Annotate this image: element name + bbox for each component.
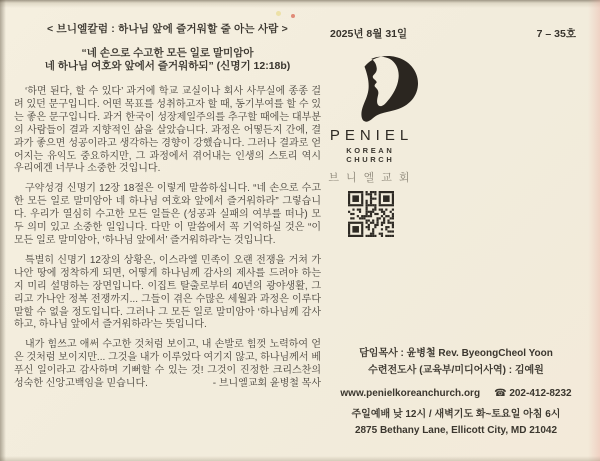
phone-icon: ☎ xyxy=(494,388,507,399)
column-article xyxy=(14,21,321,398)
paragraph-4-text: 내가 힘쓰고 애써 수고한 것처럼 보이고, 내 손발로 힘껏 노력하여 얻은 것처럼 보이지만... 그것을 내가 이루었다 여기지 않고, 하나님께서 베푸신 일이라고 감사하며 기뻐할 수 있는 것! 그것이 진정한 크리스찬의 성숙한 신앙고백임을 믿습니다. xyxy=(14,339,321,390)
paragraph-1: ‘하면 된다, 할 수 있다’ 과거에 학교 교실이나 회사 사무실에 종종 걸려 있던 문구입니다. 어떤 목표를 성취하고자 할 때, 동기부여를 할 수 있는 좋은 문구입니다. 과거 한국이 성장제일주의를 추구할 때에는 대부분의 사람들이 결과 지향적인 삶을 살았습니다. 과정은 어떻든지 간에, 결과가 좋으면 성공이라고 생각하는 경향이 강했습니다. 그러나 결과로 얻어지는 유익도 중요하지만, 그 과정에서 겪어내는 인생의 스토리 역시 우리에겐 너무나 소중한 것입니다. xyxy=(14,86,321,175)
address-line: 2875 Bethany Lane, Ellicott City, MD 21042 xyxy=(354,425,558,436)
issue-date: 2025년 8월 31일 xyxy=(330,28,408,40)
qr-code-icon xyxy=(348,191,394,237)
peniel-logo-icon xyxy=(345,55,419,123)
paragraph-3: 특별히 신명기 12장의 상황은, 이스라엘 민족이 오랜 전쟁을 거쳐 가나안 땅에 정착하게 되면, 어떻게 하나님께 감사의 제사를 드려야 하는지 미리 설명하는 장면입니다. 이집트 탈출로부터 40년의 광야생활, 그리고 가나안 정복 전쟁까지... 그들이 겪은 수많은 세월과 과정은 이루다 말할 수 없을 정도입니다. 그러나 그 모든 일로 말미암아 ‘하나님께 감사하고, 하나님 앞에서 즐거워하라’는 뜻입니다. xyxy=(14,254,321,331)
scan-edge-bottom xyxy=(0,456,600,461)
logo-korean-name: 브니엘교회 xyxy=(328,172,417,184)
paragraph-2: 구약성경 신명기 12장 18절은 이렇게 말씀하십니다. “네 손으로 수고한 모든 일로 말미암아 네 하나님 여호와 앞에서 즐거워하라” 그렇습니다. 우리가 열심히 수고한 모든 일들은 (성공과 실패의 여부를 떠나) 모두 의미 있고 소중한 일입니다. 다만 이 말씀에서 꼭 기억하실 것은 “이 모든 일로 말미암아, ‘하나님 앞에서’ 즐거워하라”는 것입니다. xyxy=(14,183,321,246)
paragraph-4 xyxy=(14,339,321,391)
website-text: www.penielkoreanchurch.org xyxy=(340,388,481,399)
scan-edge-left xyxy=(0,0,6,461)
senior-pastor-line: 담임목사 : 윤병철 Rev. ByeongCheol Yoon xyxy=(359,348,553,359)
masthead-row xyxy=(320,26,600,41)
phone-number: 202-412-8232 xyxy=(509,388,572,399)
author-signature: - 브니엘교회 윤병철 목사 xyxy=(212,378,321,390)
associate-line: 수련전도사 (교육부/미디어사역) : 김예원 xyxy=(368,365,544,376)
scan-edge-top xyxy=(0,0,600,8)
logo-wordmark: PENIEL xyxy=(329,127,414,144)
website-phone-line xyxy=(320,388,592,399)
scan-speck-red xyxy=(291,14,295,18)
issue-number: 7 – 35호 xyxy=(536,28,576,40)
column-title: < 브니엘칼럼 : 하나님 앞에 즐거워할 줄 아는 사람 > xyxy=(47,23,288,35)
column-body xyxy=(14,86,321,391)
service-times-line: 주일예배 낮 12시 / 새벽기도 화~토요일 아침 6시 xyxy=(351,409,561,420)
church-logo-block xyxy=(322,55,416,242)
logo-subtitle: KOREAN CHURCH xyxy=(346,146,395,164)
verse-line-1: “네 손으로 수고한 모든 일로 말미암아 xyxy=(81,47,254,59)
contact-info-block xyxy=(320,348,592,436)
verse-line-2: 네 하나님 여호와 앞에서 즐거워하되” (신명기 12:18b) xyxy=(44,60,291,72)
scan-speck-yellow xyxy=(276,11,281,16)
column-verse xyxy=(14,47,321,73)
